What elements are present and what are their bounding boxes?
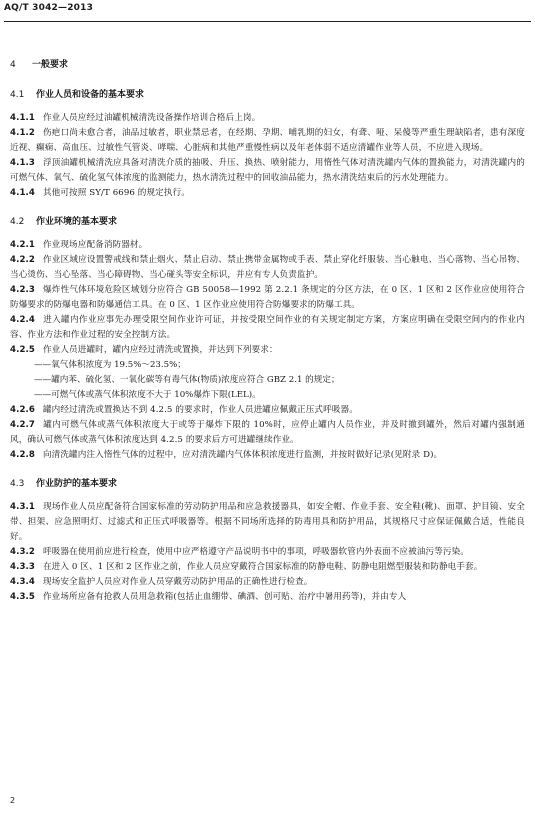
clause-number: 4.1.1 — [10, 113, 35, 123]
clause — [10, 156, 525, 186]
clause-text: 进入罐内作业应事先办理受限空间作业许可证，并按受限空间作业的有关规定制定方案，方案应明确在受限空间内的作业内容、作业方法和作业过程的安全控制方法。 — [10, 315, 525, 340]
clause-text: 现场安全监护人员应对作业人员穿戴劳动防护用品的正确性进行检查。 — [42, 577, 313, 587]
standard-code: AQ/T 3042—2013 — [4, 3, 94, 13]
clause — [10, 418, 525, 448]
clause-text: 作业人员应经过油罐机械清洗设备操作培训合格后上岗。 — [42, 113, 261, 123]
clause-number: 4.3.1 — [10, 502, 35, 512]
clause-number: 4.1.4 — [10, 188, 35, 198]
clause-text: 作业场所应备有抢救人员用急救箱(包括止血绷带、碘酒、创可贴、治疗中暑用药等)，并由专人 — [42, 592, 407, 602]
clause — [10, 545, 525, 560]
clause-number: 4.2.6 — [10, 405, 35, 415]
clause — [10, 403, 525, 418]
clause-number: 4.2.2 — [10, 255, 35, 265]
clause — [10, 590, 525, 605]
clause — [10, 253, 525, 283]
section-number: 4.3 — [10, 479, 25, 489]
clause — [10, 575, 525, 590]
clause-text: 向清洗罐内注入惰性气体的过程中，应对清洗罐内气体体积浓度进行监测，并按时做好记录(见附录 D)。 — [42, 450, 443, 460]
clause — [10, 313, 525, 343]
clause — [10, 560, 525, 575]
clause-text: 作业区域应设置警戒线和禁止烟火、禁止启动、禁止携带金属物或手表、禁止穿化纤服装、当心触电、当心落物、当心吊物、当心烫伤、当心坠落、当心障碍物、当心碰头等安全标识，并应有专人负责监护。 — [10, 255, 525, 280]
header-rule — [4, 21, 531, 22]
clause — [10, 283, 525, 313]
list-item: ——罐内苯、硫化氢、一氧化碳等有毒气体(物质)浓度应符合 GBZ 2.1 的规定； — [34, 375, 340, 385]
clause-text: 爆炸性气体环境危险区域划分应符合 GB 50058—1992 第 2.2.1 条规定的分区方法，在 0 区、1 区和 2 区作业应使用符合防爆要求的防爆电器和防爆通信工具。在 0 区、1 区作业应使用符合防爆要求的防爆工具。 — [10, 285, 525, 310]
clause-number: 4.2.1 — [10, 240, 35, 250]
clause-number: 4.2.5 — [10, 345, 35, 355]
clause-text: 罐内经过清洗或置换达不到 4.2.5 的要求时，作业人员进罐应佩戴正压式呼吸器。 — [42, 405, 358, 415]
section-number: 4.1 — [10, 90, 25, 100]
list-item: ——氧气体积浓度为 19.5%～23.5%； — [34, 360, 186, 370]
section-title: 作业人员和设备的基本要求 — [36, 90, 145, 100]
clause-number: 4.2.3 — [10, 285, 35, 295]
clause-number: 4.1.2 — [10, 128, 35, 138]
clause-text: 作业现场应配备消防器材。 — [42, 240, 148, 250]
clause-text: 现场作业人员应配备符合国家标准的劳动防护用品和应急救援器具，如安全帽、作业手套、安全鞋(靴)、面罩、护目镜、安全带、担架、应急照明灯、过滤式和正压式呼吸器等。根据不同场所选择的防毒用具和防护用品，其规格尺寸应保证佩戴合适，性能良好。 — [10, 502, 525, 542]
clause — [10, 500, 525, 545]
clause-number: 4.2.7 — [10, 420, 35, 430]
clause-text: 其他可按照 SY/T 6696 的规定执行。 — [42, 188, 190, 198]
clause — [10, 448, 525, 463]
clause-number: 4.3.3 — [10, 562, 35, 572]
chapter-number: 4 — [10, 60, 16, 70]
section-heading — [10, 88, 525, 102]
clause-text: 作业人员进罐时，罐内应经过清洗或置换，并达到下列要求： — [42, 345, 278, 355]
section-number: 4.2 — [10, 217, 25, 227]
clause — [10, 186, 525, 201]
list-item: ——可燃气体或蒸气体积浓度不大于 10%爆炸下限(LEL)。 — [34, 390, 261, 400]
section-heading — [10, 215, 525, 229]
clause-text: 在进入 0 区、1 区和 2 区作业之前，作业人员应穿戴符合国家标准的防静电鞋、防静电阻燃型服装和防静电手套。 — [42, 562, 483, 572]
clause-number: 4.3.5 — [10, 592, 35, 602]
section-title: 作业环境的基本要求 — [36, 217, 118, 227]
clause-text: 浮顶油罐机械清洗应具备对清洗介质的抽吸、升压、换热、喷射能力，用惰性气体对清洗罐内气体的置换能力，对清洗罐内的可燃气体、氧气、硫化氢气体浓度的监测能力，热水清洗过程中的回收油品能力，热水清洗结束后的污水处理能力。 — [10, 158, 525, 183]
section-heading — [10, 477, 525, 491]
clause — [10, 126, 525, 156]
clause-text: 罐内可燃气体或蒸气体积浓度大于或等于爆炸下限的 10%时，应停止罐内人员作业，并及时撤到罐外，然后对罐内强制通风，确认可燃气体或蒸气体积浓度达到 4.2.5 的要求后方可进罐继续作业。 — [10, 420, 525, 445]
clause — [10, 111, 525, 126]
chapter-heading — [10, 58, 525, 72]
clause-number: 4.1.3 — [10, 158, 35, 168]
clause-text: 呼吸器在使用前应进行检查，使用中应严格遵守产品说明书中的事项，呼吸器软管内外表面不应被油污等污染。 — [42, 547, 469, 557]
chapter-title: 一般要求 — [32, 60, 69, 70]
clause-number: 4.3.4 — [10, 577, 35, 587]
clause-text: 伤疤口尚未愈合者，油品过敏者，职业禁忌者，在经期、孕期、哺乳期的妇女，有聋、哑、呆傻等严重生理缺陷者，患有深度近视、癫痫、高血压、过敏性气管炎、哮喘、心脏病和其他严重慢性病以及年老体弱不适应清罐作业等人员，不应进入现场。 — [10, 128, 525, 153]
clause — [10, 343, 525, 358]
document-body — [10, 58, 525, 605]
page-number: 2 — [10, 796, 16, 805]
clause-number: 4.2.8 — [10, 450, 35, 460]
clause-number: 4.3.2 — [10, 547, 35, 557]
section-title: 作业防护的基本要求 — [36, 479, 118, 489]
clause-number: 4.2.4 — [10, 315, 35, 325]
clause — [10, 238, 525, 253]
